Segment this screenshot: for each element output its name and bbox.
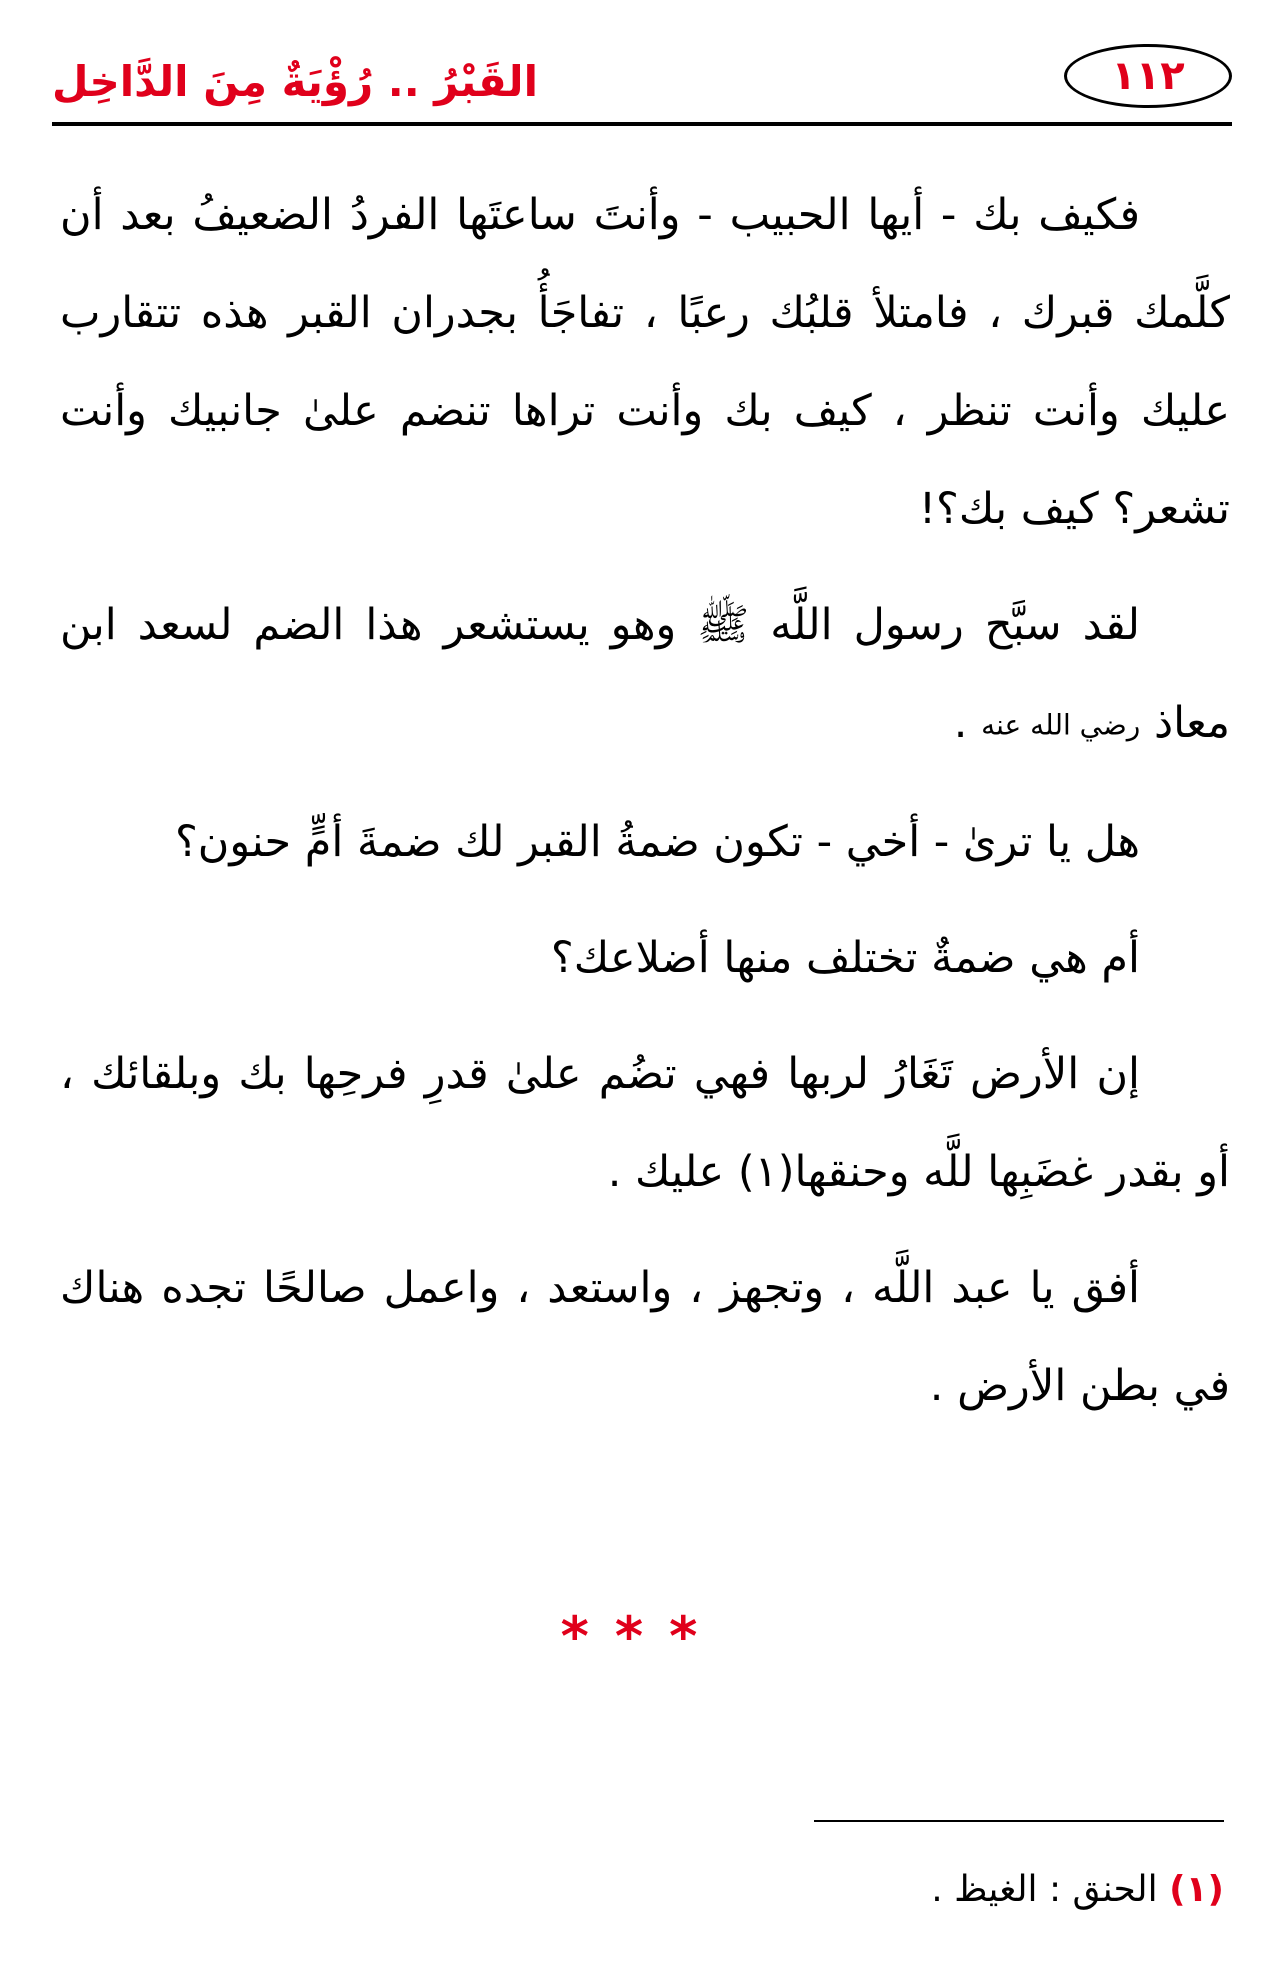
paragraph-1: فكيف بك - أيها الحبيب - وأنتَ ساعتَها الفردُ الضعيفُ بعد أن كلَّمك قبرك ، فامتلأ قلبُك رعبًا ، تفاجَأُ بجدران القبر هذه تتقارب عليك وأنت تنظر ، كيف بك وأنت تراها تنضم علىٰ جانبيك وأنت تشعر؟ كيف بك؟! [60, 190, 1230, 534]
paragraph-4: أم هي ضمةٌ تختلف منها أضلاعك؟ [550, 932, 1140, 983]
page-header [52, 34, 1232, 126]
page-number-badge: ١١٢ [1064, 44, 1232, 108]
section-separator: *** [560, 1605, 724, 1668]
paragraph-5: إن الأرض تَغَارُ لربها فهي تضُم علىٰ قدرِ فرحِها بك وبلقائك ، أو بقدر غضَبِها للَّه وحنقها(١) عليك . [60, 1048, 1230, 1197]
footnote-divider [814, 1820, 1224, 1822]
honorific-mark: رضي الله عنه [981, 708, 1141, 742]
paragraph-2-text: لقد سبَّح رسول اللَّه ﷺ وهو يستشعر هذا الضم لسعد ابن معاذ [60, 600, 1230, 748]
paragraph-2-end: . [953, 698, 982, 748]
paragraph-2 [60, 576, 1230, 775]
footnote [324, 1860, 1224, 1920]
paragraph-6: أفق يا عبد اللَّه ، وتجهز ، واستعد ، واعمل صالحًا تجده هناك في بطن الأرض . [60, 1262, 1230, 1411]
page-body [60, 166, 1230, 1453]
footnote-text: الحنق : الغيظ . [931, 1869, 1170, 1910]
footnote-marker: (١) [1169, 1869, 1224, 1910]
running-title: القَبْرُ .. رُؤْيَةٌ مِنَ الدَّاخِل [52, 56, 538, 106]
paragraph-3: هل يا ترىٰ - أخي - تكون ضمةُ القبر لك ضمةَ أمٍّ حنون؟ [174, 816, 1140, 867]
